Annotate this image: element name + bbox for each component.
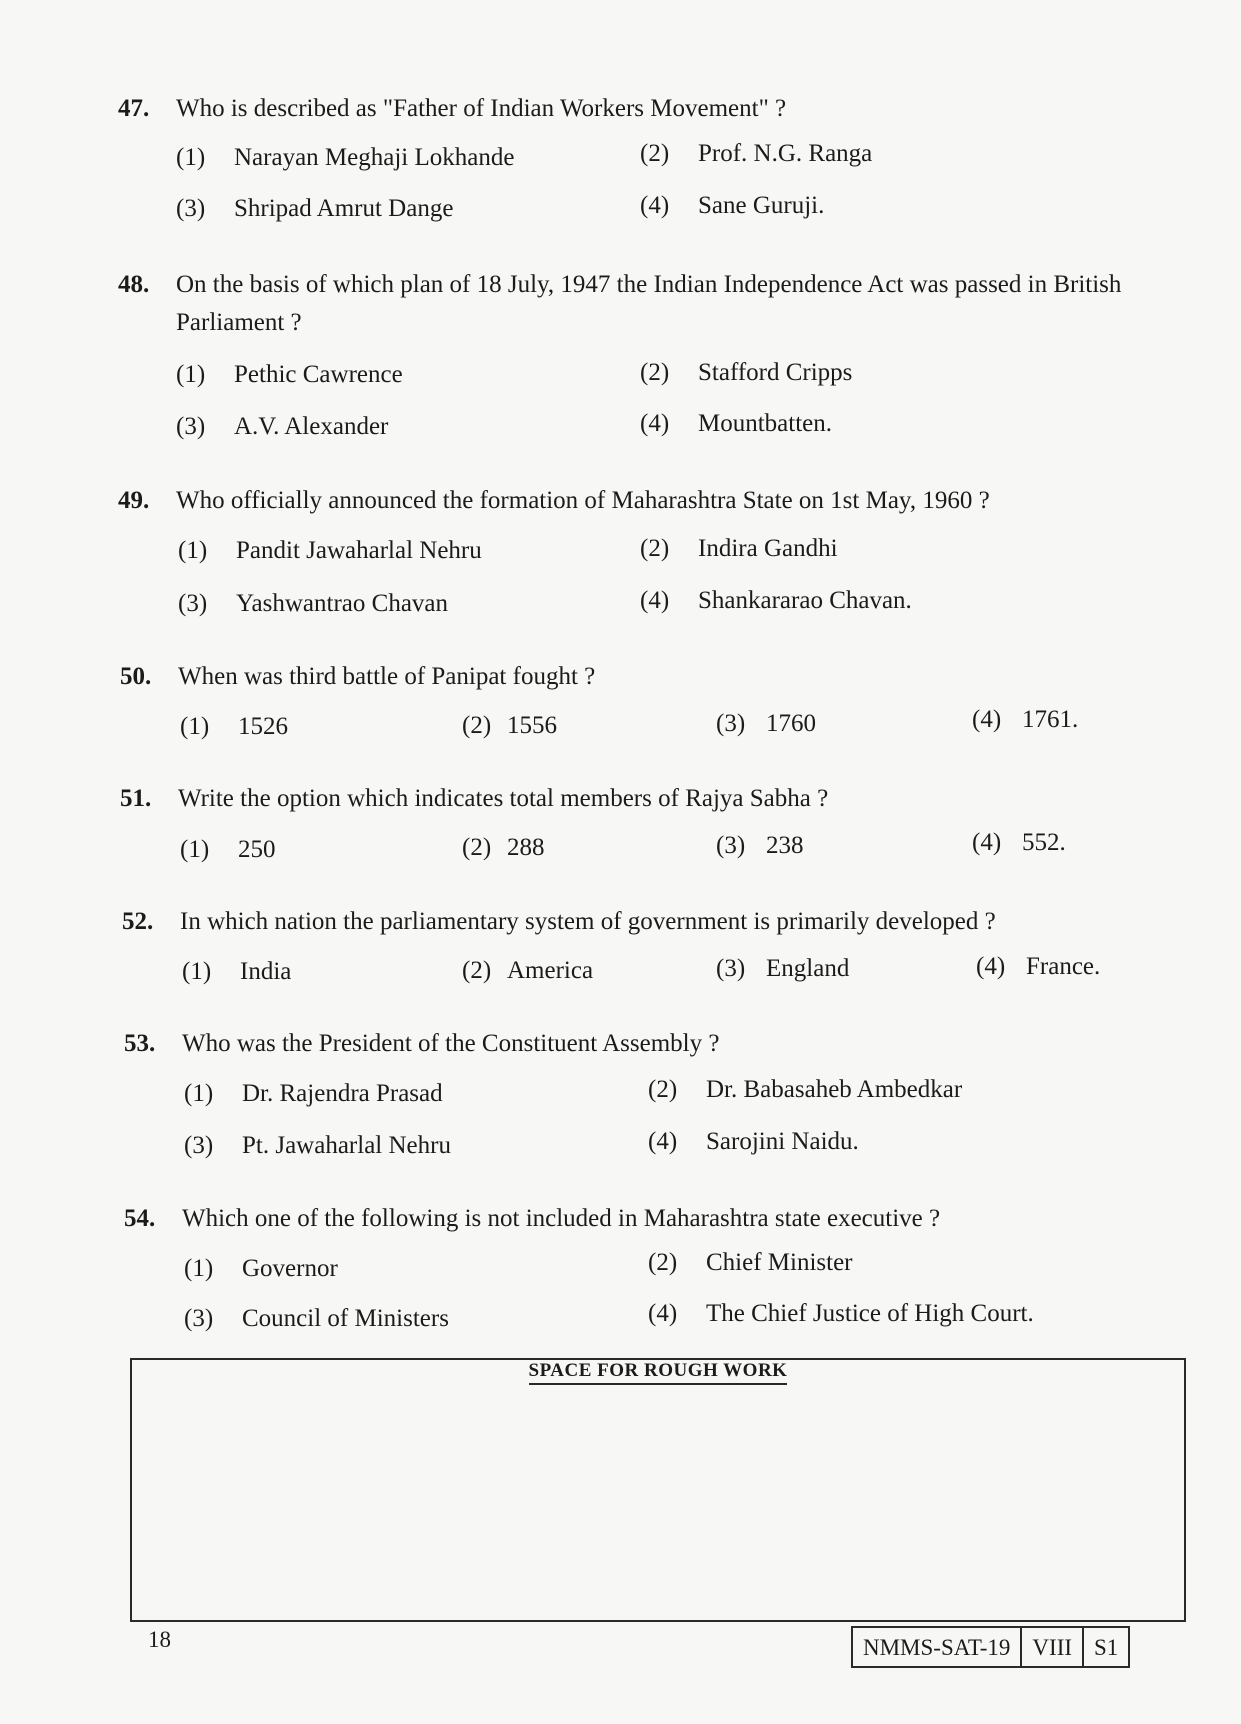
option-1[interactable] (180, 713, 288, 741)
option-text: Sane Guruji. (698, 192, 825, 219)
option-text: Pt. Jawaharlal Nehru (242, 1132, 451, 1159)
option-3[interactable] (178, 590, 448, 618)
option-label: (3) (716, 710, 746, 737)
option-text: England (766, 955, 850, 982)
option-label: (2) (648, 1076, 678, 1103)
question-number: 54. (124, 1205, 156, 1232)
option-label: (4) (972, 829, 1002, 856)
rough-work-box (130, 1358, 1186, 1622)
option-text: Dr. Babasaheb Ambedkar (706, 1076, 963, 1103)
question-number: 49. (118, 487, 150, 514)
question-text: Which one of the following is not included in Maharashtra state executive ? (182, 1205, 941, 1232)
option-4[interactable] (640, 587, 912, 615)
question-number: 53. (124, 1030, 156, 1057)
option-4[interactable] (648, 1300, 1034, 1328)
option-1[interactable] (176, 144, 514, 172)
option-label: (3) (176, 195, 206, 222)
question-text: Who officially announced the formation of Maharashtra State on 1st May, 1960 ? (176, 487, 990, 514)
option-1[interactable] (182, 958, 291, 986)
option-text: The Chief Justice of High Court. (706, 1300, 1034, 1327)
question-text: When was third battle of Panipat fought ? (178, 663, 596, 690)
option-2[interactable] (640, 359, 852, 387)
option-label: (4) (648, 1300, 678, 1327)
option-text: Stafford Cripps (698, 359, 853, 386)
option-label: (2) (640, 535, 670, 562)
option-text: Shripad Amrut Dange (234, 195, 454, 222)
option-label: (3) (184, 1132, 214, 1159)
option-text: Yashwantrao Chavan (236, 590, 449, 617)
option-4[interactable] (976, 953, 1100, 981)
option-2[interactable] (462, 712, 557, 740)
option-1[interactable] (184, 1255, 338, 1283)
option-label: (1) (184, 1255, 214, 1282)
option-4[interactable] (640, 192, 824, 220)
option-text: 1526 (238, 713, 288, 740)
question-text: Write the option which indicates total members of Rajya Sabha ? (178, 785, 829, 812)
option-text: 1556 (507, 712, 557, 739)
option-label: (3) (176, 413, 206, 440)
option-2[interactable] (640, 140, 872, 168)
rough-work-label: SPACE FOR ROUGH WORK (529, 1360, 788, 1385)
option-3[interactable] (716, 832, 804, 860)
option-label: (2) (462, 957, 492, 984)
option-3[interactable] (716, 710, 816, 738)
option-label: (4) (648, 1128, 678, 1155)
option-label: (3) (716, 832, 746, 859)
option-1[interactable] (180, 836, 276, 864)
option-text: Pandit Jawaharlal Nehru (236, 537, 482, 564)
option-text: 250 (238, 836, 276, 863)
option-label: (4) (640, 192, 670, 219)
option-text: Council of Ministers (242, 1305, 449, 1332)
question-text: Who was the President of the Constituent Assembly ? (182, 1030, 720, 1057)
option-label: (3) (716, 955, 746, 982)
option-label: (4) (976, 953, 1006, 980)
option-label: (4) (972, 706, 1002, 733)
option-text: India (240, 958, 292, 985)
option-text: Shankararao Chavan. (698, 587, 912, 614)
option-2[interactable] (648, 1249, 853, 1277)
question-text: Who is described as "Father of Indian Workers Movement" ? (176, 95, 787, 122)
option-3[interactable] (176, 195, 453, 223)
option-label: (3) (178, 590, 208, 617)
option-4[interactable] (640, 410, 832, 438)
option-text: Prof. N.G. Ranga (698, 140, 873, 167)
option-label: (4) (640, 587, 670, 614)
option-text: Mountbatten. (698, 410, 833, 437)
question-48 (118, 266, 1178, 346)
page-number: 18 (148, 1627, 171, 1652)
option-1[interactable] (184, 1080, 443, 1108)
option-label: (2) (462, 712, 492, 739)
option-label: (4) (640, 410, 670, 437)
question-number: 52. (122, 908, 154, 935)
option-text: 288 (507, 834, 545, 861)
paper-code: NMMS-SAT-19 (853, 1628, 1022, 1666)
paper-standard: VIII (1022, 1628, 1084, 1666)
option-text: A.V. Alexander (234, 413, 389, 440)
question-number: 50. (120, 663, 152, 690)
option-label: (1) (184, 1080, 214, 1107)
paper-code-box (851, 1626, 1130, 1668)
rough-work-heading (132, 1360, 1184, 1382)
option-1[interactable] (176, 361, 403, 389)
option-label: (1) (182, 958, 212, 985)
option-text: Sarojini Naidu. (706, 1128, 859, 1155)
option-3[interactable] (184, 1132, 451, 1160)
option-text: France. (1026, 953, 1101, 980)
option-text: Governor (242, 1255, 338, 1282)
option-label: (2) (462, 834, 492, 861)
option-text: Pethic Cawrence (234, 361, 403, 388)
option-3[interactable] (184, 1305, 449, 1333)
option-text: Narayan Meghaji Lokhande (234, 144, 515, 171)
option-label: (1) (176, 361, 206, 388)
option-label: (1) (176, 144, 206, 171)
option-text: Dr. Rajendra Prasad (242, 1080, 443, 1107)
option-label: (2) (640, 140, 670, 167)
option-3[interactable] (176, 413, 388, 441)
option-label: (2) (640, 359, 670, 386)
option-2[interactable] (462, 834, 545, 862)
option-label: (3) (184, 1305, 214, 1332)
option-label: (1) (180, 836, 210, 863)
question-text: On the basis of which plan of 18 July, 1947 the Indian Independence Act was passed in British Parliament ? (176, 271, 1122, 336)
option-4[interactable] (972, 829, 1066, 857)
option-text: Indira Gandhi (698, 535, 838, 562)
option-label: (1) (178, 537, 208, 564)
question-number: 48. (118, 271, 150, 298)
option-2[interactable] (648, 1076, 962, 1104)
option-text: 1760 (766, 710, 816, 737)
option-text: 238 (766, 832, 804, 859)
option-text: 552. (1022, 829, 1066, 856)
paper-section: S1 (1094, 1635, 1119, 1660)
option-4[interactable] (648, 1128, 859, 1156)
option-text: America (507, 957, 594, 984)
question-number: 51. (120, 785, 152, 812)
question-number: 47. (118, 95, 150, 122)
option-3[interactable] (716, 955, 849, 983)
option-label: (2) (648, 1249, 678, 1276)
option-1[interactable] (178, 537, 482, 565)
question-text: In which nation the parliamentary system of government is primarily developed ? (180, 908, 996, 935)
option-text: Chief Minister (706, 1249, 853, 1276)
option-4[interactable] (972, 706, 1078, 734)
option-label: (1) (180, 713, 210, 740)
option-text: 1761. (1022, 706, 1079, 733)
option-2[interactable] (640, 535, 838, 563)
option-2[interactable] (462, 957, 593, 985)
